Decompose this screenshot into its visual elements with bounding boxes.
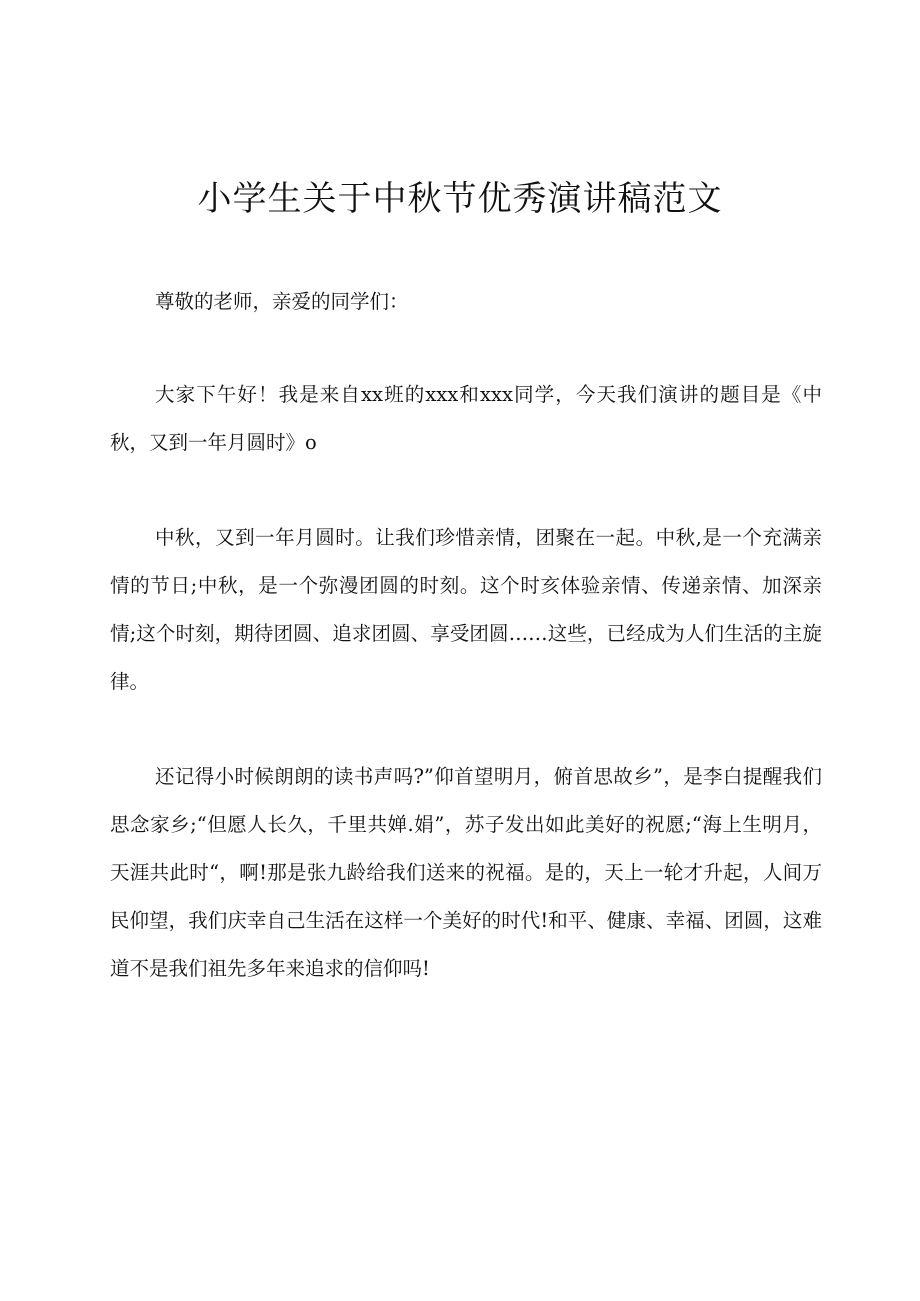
body-paragraph-family: 中秋，又到一年月圆时。让我们珍惜亲情，团聚在一起。中秋,是一个充满亲情的节日;中秋，是一个弥漫团圆的时刻。这个时亥体验亲情、传递亲情、加深亲情;这个时刻，期待团圆、追求团圆、享受团圆……这些，已经成为人们生活的主旋律。 [110, 526, 822, 693]
document-title: 小学生关于中秋节优秀演讲稿范文 [197, 179, 723, 219]
body-paragraph-poems: 还记得小时候朗朗的读书声吗?”仰首望明月，俯首思故乡”，是李白提醒我们思念家乡;“但愿人长久，千里共婵.娟”，苏子发出如此美好的祝愿;“海上生明月，天涯共此时“，啊!那是张九龄给我们送来的祝福。是的，天上一轮才升起，人间万民仰望，我们庆幸自己生活在这样一个美好的时代!和平、健康、幸福、团圆，这难道不是我们祖先多年来追求的信仰吗! [110, 765, 822, 980]
greeting-paragraph: 尊敬的老师，亲爱的同学们： [155, 290, 409, 313]
intro-paragraph: 大家下午好！我是来自xx班的xxx和xxx同学，今天我们演讲的题目是《中秋，又到一年月圆时》o [110, 383, 822, 454]
